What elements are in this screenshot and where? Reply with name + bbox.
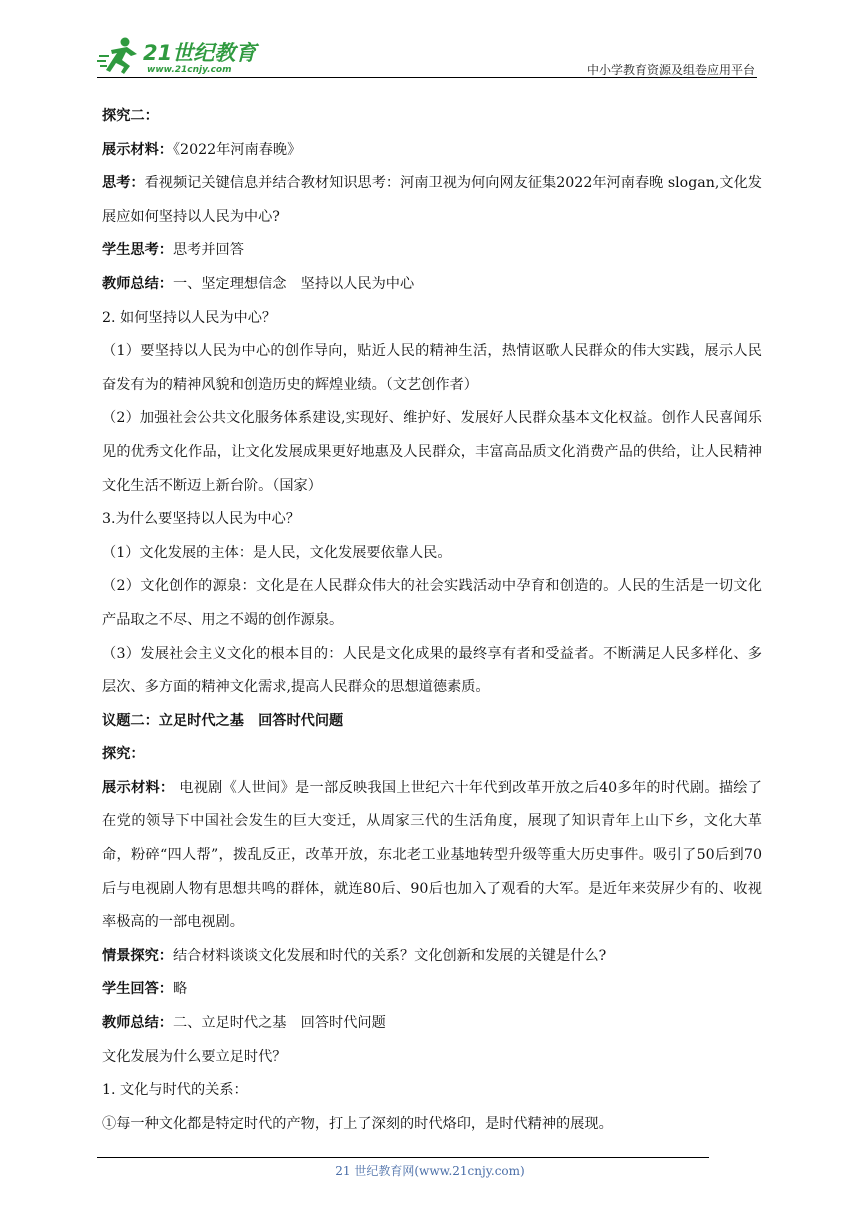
logo-url-text: www.21cnjy.com (147, 65, 232, 75)
para-label: 学生思考： (102, 242, 173, 259)
para-label: 展示材料： (102, 779, 175, 796)
para-label: 情景探究： (102, 947, 173, 964)
teacher-summary-2 (102, 1007, 762, 1041)
para-text: 略 (172, 981, 188, 998)
para-text: （1）要坚持以人民为中心的创作导向，贴近人民的精神生活，热情讴歌人民群众的伟大实践，展示人民奋发有为的精神风貌和创造历史的辉煌业绩。（文艺创作者） (102, 343, 762, 393)
para-text: （1）文化发展的主体：是人民，文化发展要依靠人民。 (102, 544, 452, 561)
header-divider (97, 77, 757, 78)
para-label: 探究： (102, 746, 145, 763)
para-text: ①每一种文化都是特定时代的产物，打上了深刻的时代烙印，是时代精神的展现。 (102, 1115, 613, 1132)
para-text: （2）加强社会公共文化服务体系建设,实现好、维护好、发展好人民群众基本文化权益。创作人民喜闻乐见的优秀文化作品，让文化发展成果更好地惠及人民群众，丰富高品质文化消费产品的供给，让人民精神文化生活不断迈上新台阶。（国家） (102, 410, 762, 494)
list-item (102, 537, 762, 571)
list-item (102, 638, 762, 705)
student-answer (102, 973, 762, 1007)
para-text: 一、坚定理想信念 坚持以人民为中心 (172, 275, 415, 292)
header-platform-text: 中小学教育资源及组卷应用平台 (586, 63, 755, 77)
para-label: 教师总结： (102, 275, 173, 292)
teacher-summary-1 (102, 268, 762, 302)
list-item (102, 570, 762, 637)
logo-runner-icon (97, 34, 267, 76)
section-heading-explore (102, 738, 762, 772)
para-text: 《2022年河南春晚》 (172, 141, 302, 158)
logo-brand-text: 21世纪教育 (143, 41, 257, 65)
section-heading-explore-2 (102, 100, 762, 134)
display-material-paragraph (102, 772, 762, 940)
question-line (102, 1041, 762, 1075)
para-label: 学生回答： (102, 981, 173, 998)
para-text: 3.为什么要坚持以人民为中心？ (102, 511, 300, 528)
para-text: 2. 如何坚持以人民为中心？ (102, 309, 277, 326)
page-header (97, 34, 757, 80)
para-text: 电视剧《人世间》是一部反映我国上世纪六十年代到改革开放之后40多年的时代剧。描绘了在党的领导下中国社会发生的巨大变迁，从周家三代的生活角度，展现了知识青年上山下乡，文化大革命，粉碎“四人帮”，拨乱反正，改革开放，东北老工业基地转型升级等重大历史事件。吸引了50后到70后与电视剧人物有思想共鸣的群体，就连80后、90后也加入了观看的大军。是近年来荧屏少有的、收视率极高的一部电视剧。 (102, 779, 762, 931)
para-text: （3）发展社会主义文化的根本目的：人民是文化成果的最终享有者和受益者。不断满足人民多样化、多层次、多方面的精神文化需求,提高人民群众的思想道德素质。 (102, 645, 762, 696)
display-material-line (102, 134, 762, 168)
para-text: （2）文化创作的源泉：文化是在人民群众伟大的社会实践活动中孕育和创造的。人民的生活是一切文化产品取之不尽、用之不竭的创作源泉。 (102, 578, 762, 628)
para-text: 结合材料谈谈文化发展和时代的关系？文化创新和发展的关键是什么? (172, 947, 607, 964)
para-label: 探究二： (102, 108, 159, 124)
list-item (102, 402, 762, 503)
list-heading-how (102, 302, 762, 336)
list-item (102, 1108, 762, 1142)
topic-heading-2 (102, 705, 762, 739)
para-text: 思考并回答 (172, 242, 244, 259)
logo (97, 34, 267, 76)
para-label: 教师总结： (102, 1015, 173, 1032)
footer-text: 21 世纪教育网(www.21cnjy.com) (335, 1164, 525, 1178)
para-text: 文化发展为什么要立足时代？ (102, 1048, 287, 1065)
scenario-question (102, 940, 762, 974)
para-text: 看视频记关键信息并结合教材知识思考：河南卫视为何向网友征集2022年河南春晚 slogan,文化发展应如何坚持以人民为中心? (102, 175, 762, 225)
list-heading-why (102, 503, 762, 537)
document-body (102, 100, 762, 1141)
para-label: 议题二：立足时代之基 回答时代问题 (102, 712, 344, 729)
student-thinking (102, 234, 762, 268)
thinking-question (102, 167, 762, 234)
list-heading-relation (102, 1074, 762, 1108)
para-label: 展示材料： (102, 141, 173, 158)
footer-divider (97, 1157, 709, 1158)
para-text: 二、立足时代之基 回答时代问题 (172, 1015, 386, 1032)
list-item (102, 335, 762, 402)
para-label: 思考： (102, 175, 145, 192)
para-text: 1. 文化与时代的关系： (102, 1082, 248, 1099)
